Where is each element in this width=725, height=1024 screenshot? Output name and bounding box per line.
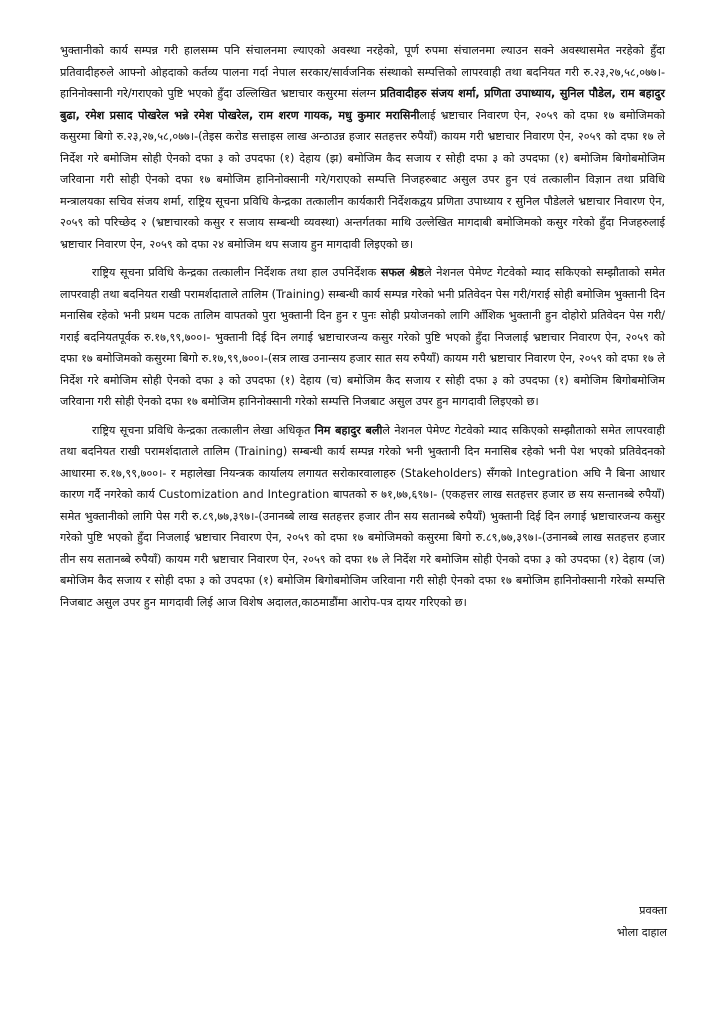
signature-title: प्रवक्ता bbox=[639, 904, 667, 917]
bold-name-text: सफल श्रेष्ठ bbox=[380, 266, 425, 279]
signature-name: भोला दाहाल bbox=[616, 926, 667, 939]
paragraph-text: लाई भ्रष्टाचार निवारण ऐन, २०५९ को दफा १७ बमोजिमको कसुरमा बिगो रु.२३,२७,५८,०७७।-(तेइस करोड सत्ताइस लाख अन्ठाउन्न हजार सतहत्तर रुपैयाँ) कायम गरी भ्रष्टाचार निवारण ऐन, २०५९ को दफा १७ ले निर्देश गरे बमोजिम सोही ऐनको दफा ३ को उपदफा (१) देहाय (झ) बमोजिम कैद सजाय र सोही दफा ३ को उपदफा (१) बमोजिम बिगोबमोजिम जरिवाना गरी सोही ऐनको दफा १७ बमोजिम हानिनोक्सानी गरे/गराएको सम्पत्ति निजहरुबाट असुल उपर हुन एवं तत्कालीन विज्ञान तथा प्रविधि मन्त्रालयका सचिव संजय शर्मा, राष्ट्रिय सूचना प्रविधि केन्द्रका तत्कालीन कार्यकारी निर्देशकद्वय प्रणिता उपाध्याय र सुनिल पौडेलले भ्रष्टाचार निवारण ऐन, २०५९ को परिच्छेद २ (भ्रष्टाचारको कसुर र सजाय सम्बन्धी व्यवस्था) अन्तर्गतका माथि उल्लेखित मागदाबी बमोजिमको कसुर गरेको हुँदा निजहरुलाई भ्रष्टाचार निवारण ऐन, २०५९ को दफा २४ बमोजिम थप सजाय हुन मागदावी लिइएको छ। bbox=[60, 108, 665, 251]
signature-block bbox=[617, 900, 667, 944]
paragraph-text: ले नेशनल पेमेण्ट गेटवेको म्याद सकिएको सम्झौताको समेत लापरवाही तथा बदनियत राखी परामर्शदाताले तालिम (Training) सम्बन्धी कार्य सम्पन्न गरेको भनी भुक्तानी दिन मनासिब रहेको भनी पेश भएको प्रतिवेदनको आधारमा रु.१७,९९,७००।- र महालेखा नियन्त्रक कार्यालय लगायत सरोकारवालाहरु (Stakeholders) सँगको Integration अघि नै बिना आधार कारण गर्दै नगरेको कार्य Customization and Integration बापतको रु ७१,७७,६९७।- (एकहत्तर लाख सतहत्तर हजार छ सय सन्तानब्बे रुपैयाँ) समेत भुक्तानीको लागि पेस गरी रु.८९,७७,३९७।-(उनानब्बे लाख सतहत्तर हजार तीन सय सतानब्बे रुपैयाँ) भुक्तानी दिई दिन लगाई भ्रष्टाचारजन्य कसुर गरेको पुष्टि भएको हुँदा निजलाई भ्रष्टाचार निवारण ऐन, २०५९ को दफा १७ बमोजिमको कसुरमा बिगो रु.८९,७७,३९७।-(उनानब्बे लाख सतहत्तर हजार तीन सय सतानब्बे रुपैयाँ) कायम गरी भ्रष्टाचार निवारण ऐन, २०५९ को दफा १७ ले निर्देश गरे बमोजिम सोही ऐनको दफा ३ को उपदफा (१) देहाय (ज) बमोजिम कैद सजाय र सोही दफा ३ को उपदफा (१) बमोजिम बिगोबमोजिम जरिवाना गरी सोही ऐनको दफा १७ बमोजिम हानिनोक्सानी गरेको सम्पत्ति निजबाट असुल उपर हुन मागदावी लिई आज विशेष अदालत,काठमाडौंमा आरोप-पत्र दायर गरिएको छ। bbox=[60, 423, 665, 609]
bold-name-text: प्रतिवादीहरु संजय शर्मा, प्रणिता उपाध्याय, सुनिल पौडेल, राम बहादुर बुढा, रमेश प्रसाद पोखरेल भन्ने रमेश पोखरेल, राम शरण गायक, मधु कुमार मरासिनी bbox=[60, 87, 665, 122]
paragraph bbox=[60, 420, 665, 614]
paragraph-text: ले नेशनल पेमेण्ट गेटवेको म्याद सकिएको सम्झौताको समेत लापरवाही तथा बदनियत राखी परामर्शदाताले तालिम (Training) सम्बन्धी कार्य सम्पन्न गरेको भनी प्रतिवेदन पेस गरी/गराई सोही बमोजिम भुक्तानी दिन मनासिब रहेको भनी प्रथम पटक तालिम वापतको पुरा भुक्तानी दिन हुन र पुनः सोही प्रयोजनको लागि आँशिक भुक्तानी हुन दोहोरो प्रतिवेदन पेस गरी/गराई बदनियतपूर्वक रु.१७,९९,७००।- भुक्तानी दिई दिन लगाई भ्रष्टाचारजन्य कसुर गरेको पुष्टि भएको हुँदा निजलाई भ्रष्टाचार निवारण ऐन, २०५९ को दफा १७ बमोजिमको कसुरमा बिगो रु.१७,९९,७००।-(सत्र लाख उनान्सय हजार सात सय रुपैयाँ) कायम गरी भ्रष्टाचार निवारण ऐन, २०५९ को दफा १७ ले निर्देश गरे बमोजिम सोही ऐनको दफा ३ को उपदफा (१) देहाय (च) बमोजिम कैद सजाय र सोही दफा ३ को उपदफा (१) बमोजिम बिगोबमोजिम जरिवाना गरी सोही ऐनको दफा १७ बमोजिम हानिनोक्सानी गरेको सम्पत्ति निजबाट असुल उपर हुन मागदावी लिइएको छ। bbox=[60, 266, 666, 408]
paragraph-text: भुक्तानीको कार्य सम्पन्न गरी हालसम्म पनि संचालनमा ल्याएको अवस्था नरहेको, पूर्ण रुपमा संचालनमा ल्याउन सक्ने अवस्थासमेत नरहेको हुँदा प्रतिवादीहरुले आफ्नो ओहदाको कर्तव्य पालना गर्दा नेपाल सरकार/सार्वजनिक संस्थाको सम्पत्तिको लापरवाही तथा बदनियत गरी रु.२३,२७,५८,०७७।-हानिनोक्सानी गरे/गराएको पुष्टि भएको हुँदा उल्लिखित भ्रष्टाचार कसुरमा संलग्न bbox=[60, 44, 665, 100]
paragraph bbox=[60, 262, 665, 413]
paragraph bbox=[60, 40, 665, 255]
paragraph-text: राष्ट्रिय सूचना प्रविधि केन्द्रका तत्कालीन निर्देशक तथा हाल उपनिर्देशक bbox=[92, 266, 381, 279]
document-body bbox=[60, 40, 665, 613]
paragraph-text: राष्ट्रिय सूचना प्रविधि केन्द्रका तत्कालीन लेखा अधिकृत bbox=[92, 423, 315, 437]
bold-name-text: निम बहादुर बली bbox=[314, 423, 383, 437]
